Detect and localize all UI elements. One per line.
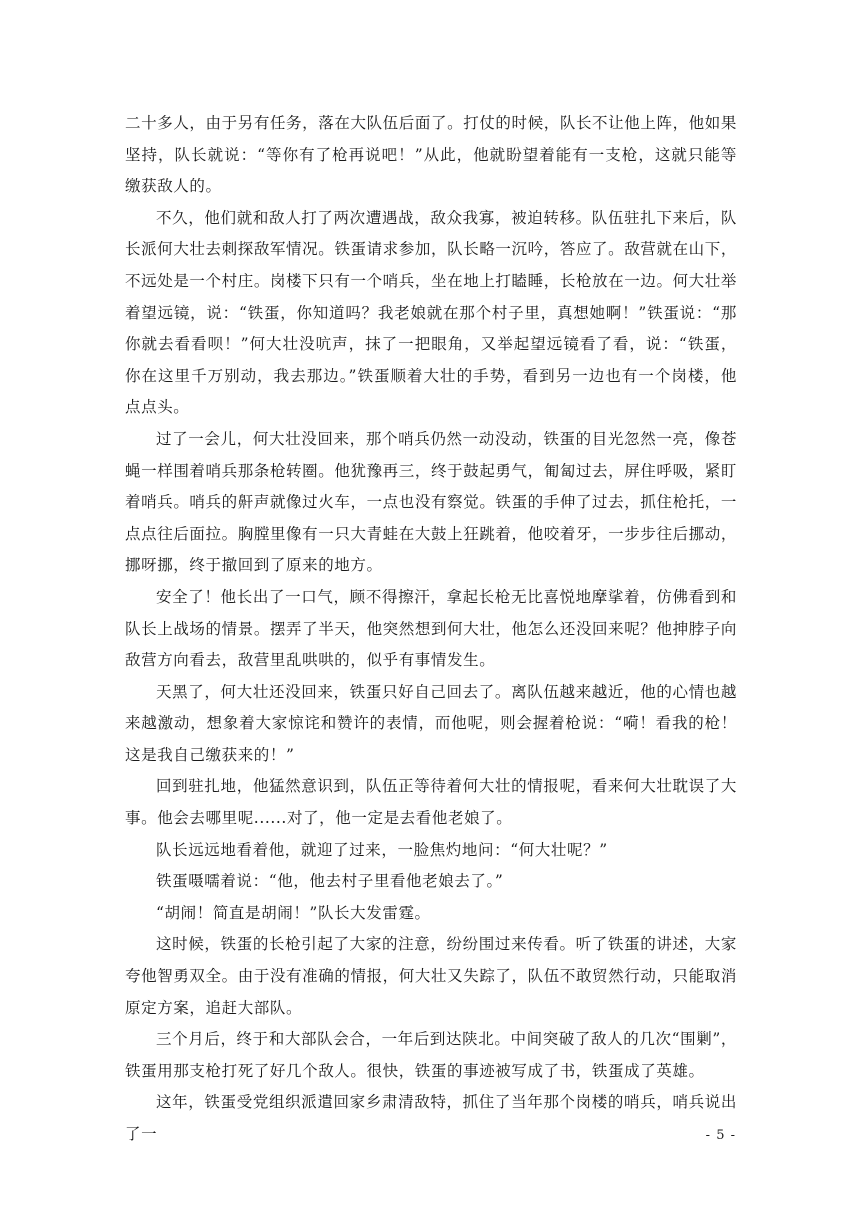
paragraph-2: 不久，他们就和敌人打了两次遭遇战，敌众我寡，被迫转移。队伍驻扎下来后，队长派何大壮去刺探敌军情况。铁蛋请求参加，队长略一沉吟，答应了。敌营就在山下，不远处是一个村庄。岗楼下只有一个哨兵，坐在地上打瞌睡，长枪放在一边。何大壮举着望远镜，说：“铁蛋，你知道吗？我老娘就在那个村子里，真想她啊！”铁蛋说：“那你就去看看呗！”何大壮没吭声，抹了一把眼角，又举起望远镜看了看，说：“铁蛋，你在这里千万别动，我去那边。”铁蛋顺着大壮的手势，看到另一边也有一个岗楼，他点点头。 [125,208,737,417]
paragraph-8: 铁蛋嗫嚅着说：“他，他去村子里看他老娘去了。” [156,872,504,891]
paragraph-10: 这时候，铁蛋的长枪引起了大家的注意，纷纷围过来传看。听了铁蛋的讲述，大家夸他智勇双全。由于没有准确的情报，何大壮又失踪了，队伍不敢贸然行动，只能取消原定方案，追赶大部队。 [125,935,737,1017]
paragraph-9: “胡闹！简直是胡闹！”队长大发雷霆。 [156,903,431,922]
paragraph-12: 这年，铁蛋受党组织派遣回家乡肃清敌特，抓住了当年那个岗楼的哨兵，哨兵说出了一 [125,1093,737,1143]
document-body [125,108,737,1151]
paragraph-1: 二十多人，由于另有任务，落在大队伍后面了。打仗的时候，队长不让他上阵，他如果坚持，队长就说：“等你有了枪再说吧！”从此，他就盼望着能有一支枪，这就只能等缴获敌人的。 [125,114,737,196]
paragraph-4: 安全了！他长出了一口气，顾不得擦汗，拿起长枪无比喜悦地摩挲着，仿佛看到和队长上战场的情景。摆弄了半天，他突然想到何大壮，他怎么还没回来呢？他抻脖子向敌营方向看去，敌营里乱哄哄的，似乎有事情发生。 [125,587,737,670]
page-number: - 5 - [705,1128,736,1143]
paragraph-7: 队长远远地看着他，就迎了过来，一脸焦灼地问：“何大壮呢？” [156,840,608,859]
paragraph-11: 三个月后，终于和大部队会合，一年后到达陕北。中间突破了敌人的几次“围剿”，铁蛋用那支枪打死了好几个敌人。很快，铁蛋的事迹被写成了书，铁蛋成了英雄。 [125,1030,737,1080]
paragraph-6: 回到驻扎地，他猛然意识到，队伍正等待着何大壮的情报呢，看来何大壮耽误了大事。他会去哪里呢......对了，他一定是去看他老娘了。 [125,777,737,828]
paragraph-3: 过了一会儿，何大壮没回来，那个哨兵仍然一动没动，铁蛋的目光忽然一亮，像苍蝇一样围着哨兵那条枪转圈。他犹豫再三，终于鼓起勇气，匍匐过去，屏住呼吸，紧盯着哨兵。哨兵的鼾声就像过火车，一点也没有察觉。铁蛋的手伸了过去，抓住枪托，一点点往后面拉。胸膛里像有一只大青蛙在大鼓上狂跳着，他咬着牙，一步步往后挪动，挪呀挪，终于撤回到了原来的地方。 [125,429,737,575]
paragraph-5: 天黑了，何大壮还没回来，铁蛋只好自己回去了。离队伍越来越近，他的心情也越来越激动，想象着大家惊诧和赞许的表情，而他呢，则会握着枪说：“嗬！看我的枪！这是我自己缴获来的！” [125,682,737,764]
